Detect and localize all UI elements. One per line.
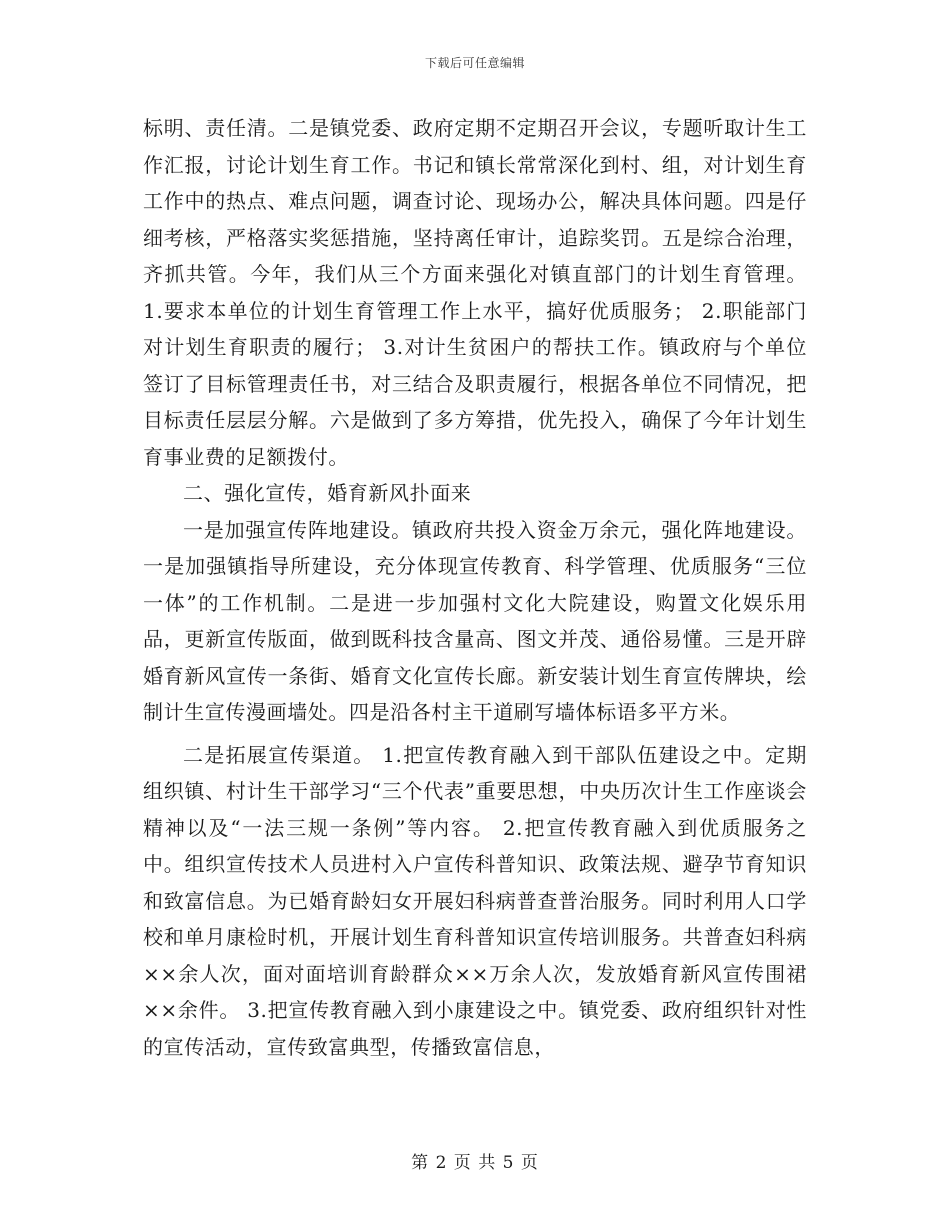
body-paragraph-3: 二是拓展宣传渠道。 1.把宣传教育融入到干部队伍建设之中。定期组织镇、村计生干部学习“三个代表”重要思想，中央历次计生工作座谈会精神以及“一法三规一条例”等内容。 2.把宣传教育融入到优质服务之中。组织宣传技术人员进村入户宣传科普知识、政策法规、避孕节育知识和致富信息。为已婚育龄妇女开展妇科病普查普治服务。同时利用人口学校和单月康检时机，开展计划生育科普知识宣传培训服务。共普查妇科病××余人次，面对面培训育龄群众××万余人次，发放婚育新风宣传围裙××余件。 3.把宣传教育融入到小康建设之中。镇党委、政府组织针对性的宣传活动，宣传致富典型，传播致富信息， <box>143 742 807 1059</box>
body-paragraph-1: 标明、责任清。二是镇党委、政府定期不定期召开会议，专题听取计生工作汇报，讨论计划生育工作。书记和镇长常常深化到村、组，对计划生育工作中的热点、难点问题，调查讨论、现场办公，解决具体问题。四是仔细考核，严格落实奖惩措施，坚持离任审计，追踪奖罚。五是综合治理，齐抓共管。今年，我们从三个方面来强化对镇直部门的计划生育管理。 1.要求本单位的计划生育管理工作上水平，搞好优质服务； 2.职能部门对计划生育职责的履行； 3.对计生贫困户的帮扶工作。镇政府与个单位签订了目标管理责任书，对三结合及职责履行，根据各单位不同情况，把目标责任层层分解。六是做到了多方筹措，优先投入，确保了今年计划生育事业费的足额拨付。 <box>143 116 807 469</box>
page-header: 下载后可任意编辑 <box>424 56 525 70</box>
body-paragraph-2: 一是加强宣传阵地建设。镇政府共投入资金万余元，强化阵地建设。一是加强镇指导所建设，充分体现宣传教育、科学管理、优质服务“三位一体”的工作机制。二是进一步加强村文化大院建设，购置文化娱乐用品，更新宣传版面，做到既科技含量高、图文并茂、通俗易懂。三是开辟婚育新风宣传一条街、婚育文化宣传长廊。新安装计划生育宣传牌块，绘制计生宣传漫画墙处。四是沿各村主干道刷写墙体标语多平方米。 <box>143 517 807 724</box>
section-heading: 二、强化宣传，婚育新风扑面来 <box>183 481 472 505</box>
page-number: 第 2 页 共 5 页 <box>411 1153 539 1173</box>
document-body <box>143 110 807 1065</box>
